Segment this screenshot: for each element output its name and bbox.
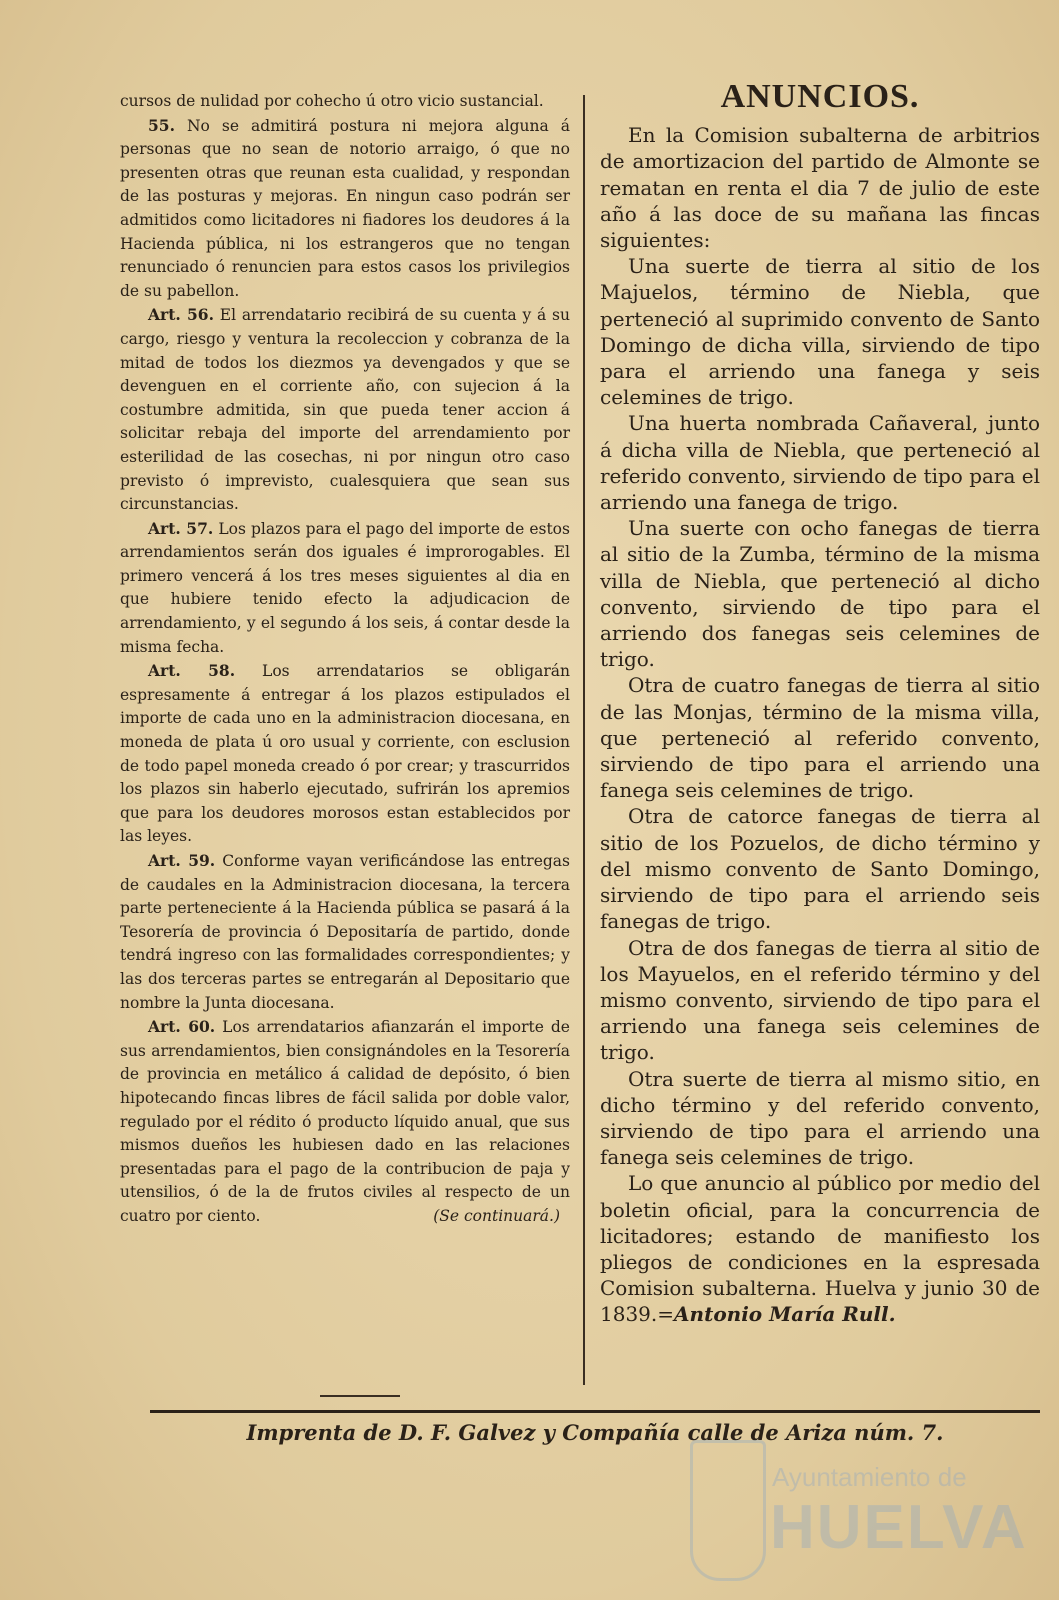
article-label: Art. 59. (148, 851, 216, 870)
announcement-item: Una suerte con ocho fanegas de tierra al sitio de la Zumba, término de la misma villa de Niebla, que perteneció al dicho convento, sirviendo de tipo para el arriendo dos fanegas seis celemines de trigo. (600, 516, 1040, 672)
article-label: Art. 60. (148, 1017, 216, 1037)
city-coat-of-arms-icon (690, 1440, 766, 1581)
signature: Antonio María Rull. (674, 1302, 896, 1327)
article-label: Art. 56. (148, 305, 214, 325)
printer-imprint: Imprenta de D. F. Galvez y Compañía calle de Ariza núm. 7. (246, 1420, 944, 1445)
stamp-line-2: HUELVA (770, 1493, 1028, 1562)
announcement-item: Una huerta nombrada Cañaveral, junto á dicha villa de Niebla, que perteneció al referido convento, sirviendo de tipo para el arriendo una fanega de trigo. (600, 411, 1040, 515)
left-column (120, 90, 570, 1229)
article-label: Art. 58. (148, 661, 236, 681)
article-label: Art. 57. (148, 518, 214, 538)
article-55: 55. No se admitirá postura ni mejora alguna á personas que no sean de notorio arraigo, ó que no presenten otras que reunan esta cualidad, y respondan de las posturas y mejoras. En ningun caso podrán ser admitidos como licitadores ni fiadores los deudores á la Hacienda pública, ni los estrangeros que no tengan renunciado ó renuncien para estos casos los privilegios de su pabellon. (120, 115, 570, 300)
continuation-note: (Se continuará.) (433, 1206, 560, 1225)
announcement-closing: Lo que anuncio al público por medio del boletin oficial, para la concurrencia de licitadores; estando de manifiesto los pliegos de condiciones en la espresada Comision subalterna. Huelva y junio 30 de 1839.=Antonio María Rull. (600, 1171, 1040, 1327)
article-60: Art. 60. Los arrendatarios afianzarán el importe de sus arrendamientos, bien consignándoles en la Tesorería de provincia en metálico á calidad de depósito, ó bien hipotecando fincas libres de fácil salida por doble valor, regulado por el rédito ó producto líquido anual, que sus mismos dueños les hubiesen dado en las relaciones presentadas para el pago de la contribucion de paja y utensilios, ó de la de frutos civiles al respecto de un cuatro por ciento. (Se continuará.) (120, 1015, 570, 1228)
article-56: Art. 56. El arrendatario recibirá de su cuenta y á su cargo, riesgo y ventura la recoleccion y cobranza de la mitad de todos los diezmos ya devengados y que se devenguen en el corriente año, con sujecion á la costumbre admitida, sin que pueda tener accion á solicitar rebaja del importe del arrendamiento por esterilidad de las cosechas, ni por ningun otro caso previsto ó imprevisto, cualesquiera que sean sus circunstancias. (120, 305, 570, 514)
article-58: Art. 58. Los arrendatarios se obligarán espresamente á entregar á los plazos estipulados el importe de cada uno en la administracion diocesana, en moneda de plata ú oro usual y corriente, con esclusion de todo papel moneda creado ó por crear; y trascurridos los plazos sin haberlo ejecutado, sufrirán los apremios que para los deudores morosos estan establecidos por las leyes. (120, 661, 570, 846)
column-divider (583, 95, 585, 1385)
announcement-item: Otra de dos fanegas de tierra al sitio de los Mayuelos, en el referido término y del mismo convento, sirviendo de tipo para el arriendo una fanega seis celemines de trigo. (600, 935, 1040, 1065)
paragraph-continuation: cursos de nulidad por cohecho ú otro vicio sustancial. (120, 92, 544, 110)
announcement-intro: En la Comision subalterna de arbitrios de amortizacion del partido de Almonte se rematan en renta el dia 7 de julio de este año á las doce de su mañana las fincas siguientes: (600, 123, 1040, 253)
article-59: Art. 59. Conforme vayan verificándose las entregas de caudales en la Administracion diocesana, la tercera parte perteneciente á la Hacienda pública se pasará á la Tesorería de provincia ó Depositaría de partido, donde tendrá ingreso con las formalidades correspondientes; y las dos terceras partes se entregarán al Depositario que nombre la Junta diocesana. (120, 851, 570, 1012)
right-column (600, 80, 1040, 1328)
stamp-line-1: Ayuntamiento de (772, 1462, 967, 1492)
article-label: 55. (148, 115, 175, 135)
announcements-heading: ANUNCIOS. (720, 78, 920, 115)
short-divider (320, 1395, 400, 1397)
announcement-item: Otra de catorce fanegas de tierra al sitio de los Pozuelos, de dicho término y del mismo convento de Santo Domingo, sirviendo de tipo para el arriendo seis fanegas de trigo. (600, 804, 1040, 934)
announcement-item: Otra suerte de tierra al mismo sitio, en dicho término y del referido convento, sirviendo de tipo para el arriendo una fanega seis celemines de trigo. (600, 1066, 1040, 1170)
announcement-item: Una suerte de tierra al sitio de los Majuelos, término de Niebla, que perteneció al suprimido convento de Santo Domingo de dicha villa, sirviendo de tipo para el arriendo una fanega y seis celemines de trigo. (600, 254, 1040, 410)
announcement-item: Otra de cuatro fanegas de tierra al sitio de las Monjas, término de la misma villa, que perteneció al referido convento, sirviendo de tipo para el arriendo una fanega seis celemines de trigo. (600, 673, 1040, 803)
footer-rule (150, 1410, 1040, 1413)
article-57: Art. 57. Los plazos para el pago del importe de estos arrendamientos serán dos iguales é improrogables. El primero vencerá á los tres meses siguientes al dia en que hubiere tenido efecto la adjudicacion de arrendamiento, y el segundo á los seis, á contar desde la misma fecha. (120, 518, 570, 656)
watermark-stamp (690, 1440, 1028, 1580)
